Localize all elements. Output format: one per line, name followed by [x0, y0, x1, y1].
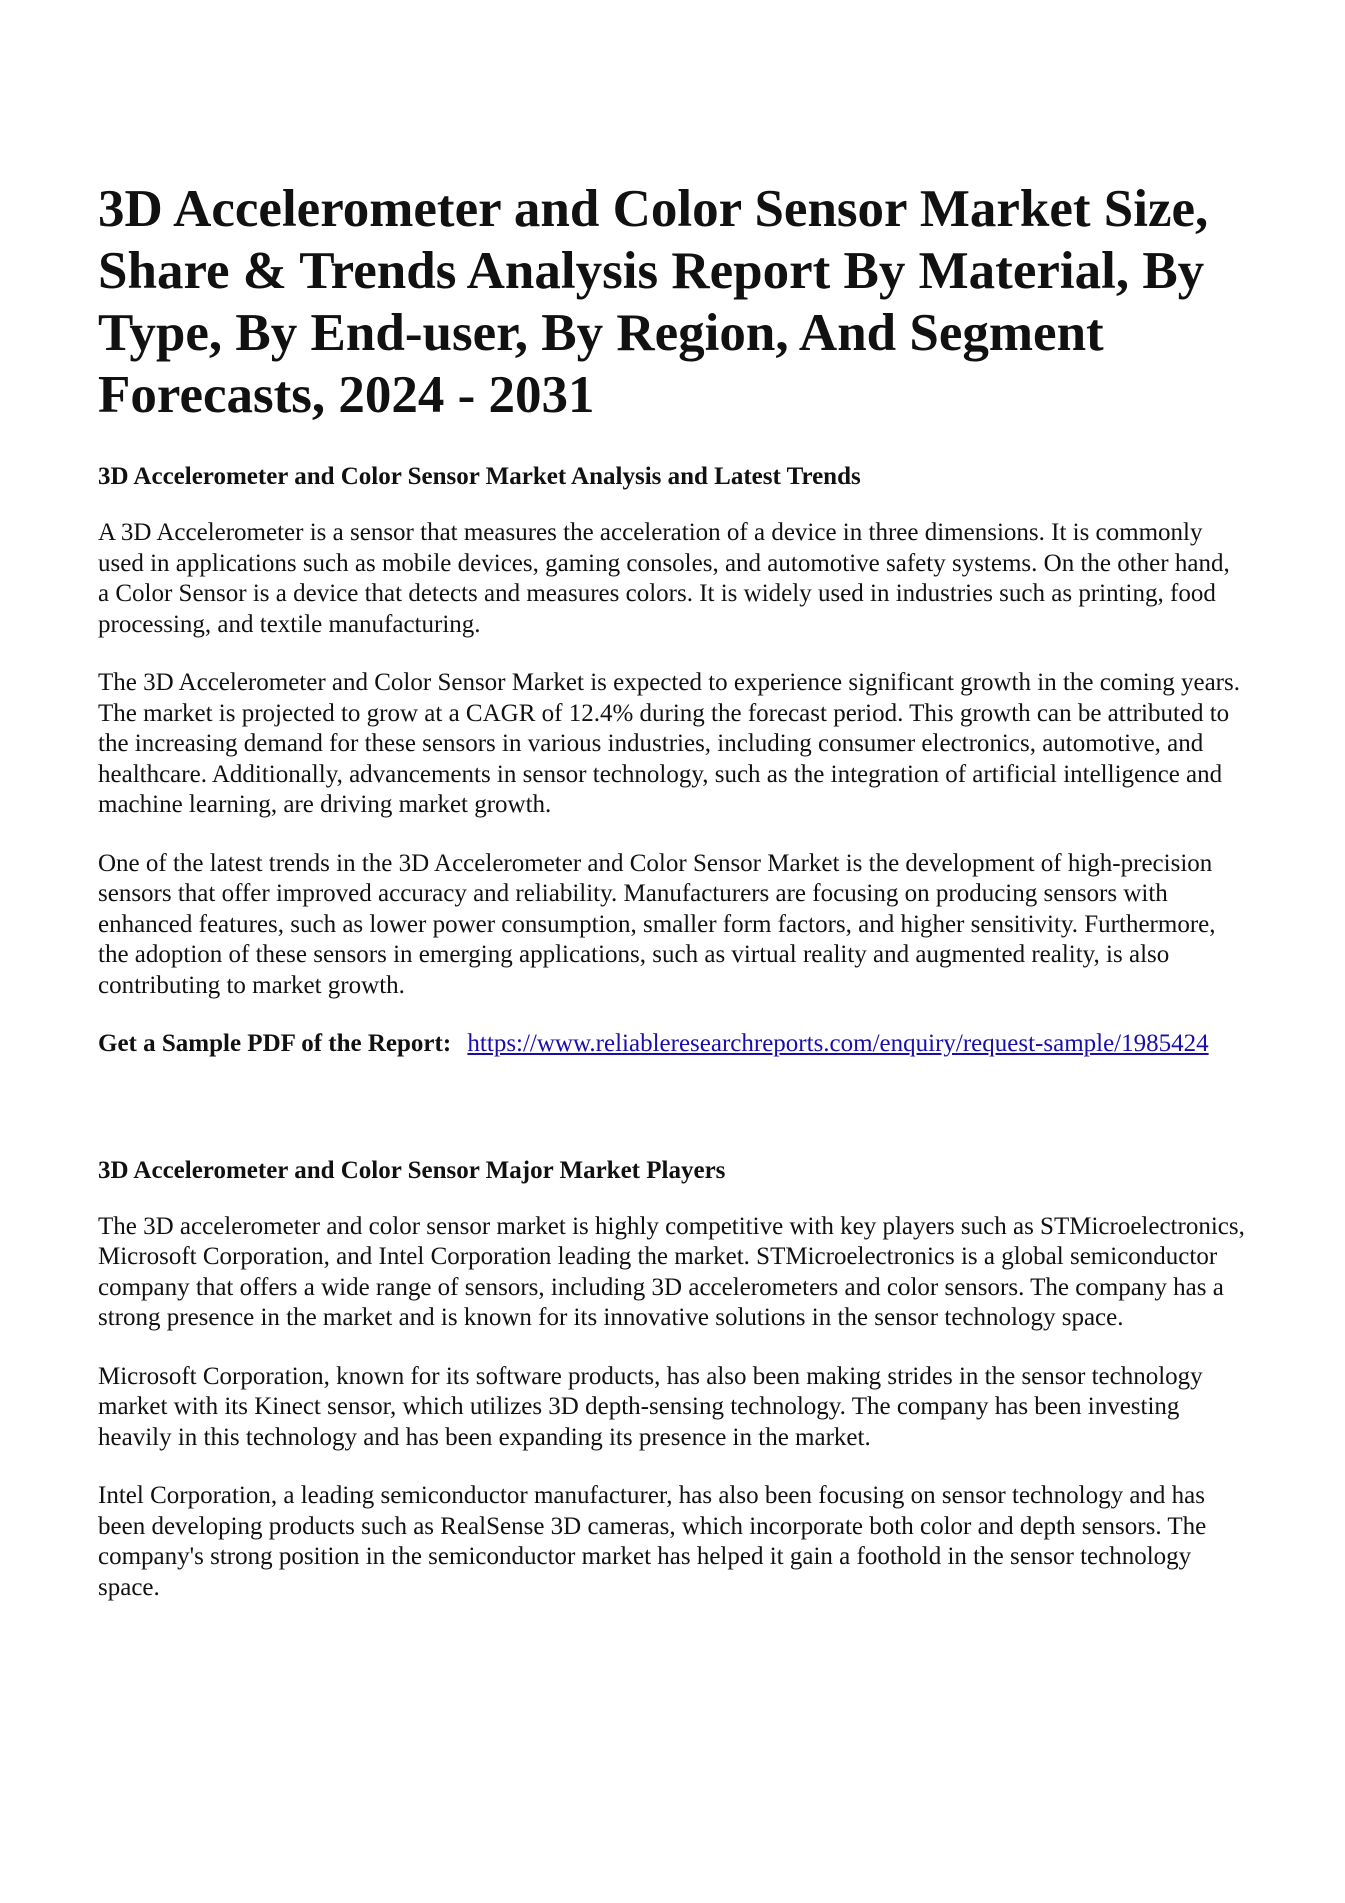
paragraph-intel: Intel Corporation, a leading semiconductor manufacturer, has also been focusing on sensor technology and has been developing products such as RealSense 3D cameras, which incorporate both color and depth sensors. The company's strong position in the semiconductor market has helped it gain a foothold in the sensor technology space.: [98, 1482, 1207, 1601]
section-heading-analysis: 3D Accelerometer and Color Sensor Market Analysis and Latest Trends: [98, 463, 861, 490]
paragraph-microsoft: Microsoft Corporation, known for its software products, has also been making strides in the sensor technology market with its Kinect sensor, which utilizes 3D depth-sensing technology. The company has been investing heavily in this technology and has been expanding its presence in the market.: [98, 1362, 1203, 1451]
sample-pdf-label: Get a Sample PDF of the Report:: [98, 1030, 452, 1057]
paragraph-growth: The 3D Accelerometer and Color Sensor Market is expected to experience significant growth in the coming years. The market is projected to grow at a CAGR of 12.4% during the forecast period. This growth can be attributed to the increasing demand for these sensors in various industries, including consumer electronics, automotive, and healthcare. Additionally, advancements in sensor technology, such as the integration of artificial intelligence and machine learning, are driving market growth.: [98, 669, 1240, 818]
page-title: 3D Accelerometer and Color Sensor Market Size, Share & Trends Analysis Report By Material, By Type, By End-user, By Region, And Segment Forecasts, 2024 - 2031: [98, 180, 1209, 424]
paragraph-trends: One of the latest trends in the 3D Accelerometer and Color Sensor Market is the development of high-precision sensors that offer improved accuracy and reliability. Manufacturers are focusing on producing sensors with enhanced features, such as lower power consumption, smaller form factors, and higher sensitivity. Furthermore, the adoption of these sensors in emerging applications, such as virtual reality and augmented reality, is also contributing to market growth.: [98, 849, 1216, 999]
paragraph-definition: A 3D Accelerometer is a sensor that measures the acceleration of a device in three dimensions. It is commonly used in applications such as mobile devices, gaming consoles, and automotive safety systems. On the other hand, a Color Sensor is a device that detects and measures colors. It is widely used in industries such as printing, food processing, and textile manufacturing.: [98, 519, 1230, 638]
sample-pdf-line: [98, 1029, 1247, 1060]
paragraph-competition: The 3D accelerometer and color sensor market is highly competitive with key players such as STMicroelectronics, Microsoft Corporation, and Intel Corporation leading the market. STMicroelectronics is a global semiconductor company that offers a wide range of sensors, including 3D accelerometers and color sensors. The company has a strong presence in the market and is known for its innovative solutions in the sensor technology space.: [98, 1212, 1245, 1331]
section-heading-players: 3D Accelerometer and Color Sensor Major Market Players: [98, 1156, 726, 1184]
sample-pdf-link[interactable]: https://www.reliableresearchreports.com/enquiry/request-sample/1985424: [467, 1030, 1209, 1057]
